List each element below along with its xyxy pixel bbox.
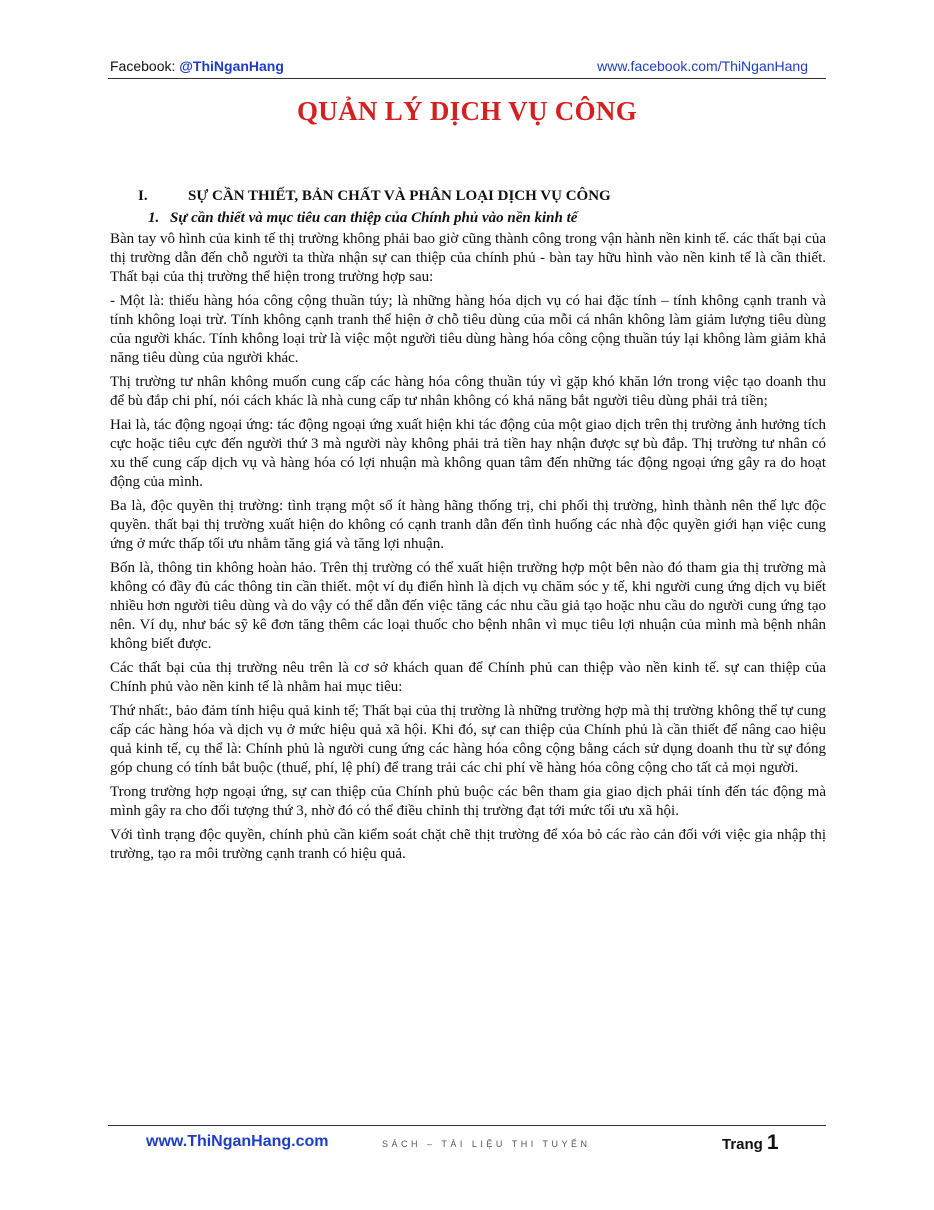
facebook-label: Facebook: — [110, 58, 176, 74]
paragraph: - Một là: thiếu hàng hóa công cộng thuần túy; là những hàng hóa dịch vụ có hai đặc tính – tính không cạnh tranh và tính không loại trừ. Tính không cạnh tranh thể hiện ở chỗ tiêu dùng của mỗi cá nhân không làm giảm lượng tiêu dùng của người khác. Tính không loại trừ là việc một người tiêu dùng hàng hóa công cộng thuần túy lại không làm giảm khả năng tiêu dùng của người khác. — [110, 293, 826, 366]
subsection-number: 1. — [148, 210, 160, 226]
paragraph: Thị trường tư nhân không muốn cung cấp các hàng hóa công thuần túy vì gặp khó khăn lớn trong việc tạo doanh thu để bù đắp chi phí, nói cách khác là nhà cung cấp tư nhân không có khả năng bắt người tiêu dùng phải trả tiền; — [110, 374, 826, 409]
facebook-handle-link[interactable]: @ThiNganHang — [179, 58, 284, 74]
document-body — [110, 186, 826, 869]
page-footer — [0, 1131, 934, 1157]
paragraph: Bàn tay vô hình của kinh tế thị trường không phải bao giờ cũng thành công trong vận hành nền kinh tế. các thất bại của thị trường dẫn đến chỗ người ta thừa nhận sự can thiệp của chính phủ - bàn tay hữu hình vào nền kinh tế là cần thiết. Thất bại của thị trường thể hiện trong trường hợp sau: — [110, 231, 826, 285]
subsection-heading — [148, 208, 826, 228]
section-heading-text: SỰ CẦN THIẾT, BẢN CHẤT VÀ PHÂN LOẠI DỊCH VỤ CÔNG — [188, 188, 611, 204]
paragraph: Các thất bại của thị trường nêu trên là cơ sở khách quan để Chính phủ can thiệp vào nền kinh tế. sự can thiệp của Chính phủ vào nền kinh tế là nhằm hai mục tiêu: — [110, 660, 826, 695]
page-number-value: 1 — [766, 1131, 779, 1154]
page-label: Trang — [722, 1136, 763, 1153]
document-title: QUẢN LÝ DỊCH VỤ CÔNG — [296, 96, 638, 126]
paragraph: Ba là, độc quyền thị trường: tình trạng một số ít hàng hãng thống trị, chi phối thị trường, hình thành nên thế lực độc quyền. thất bại thị trường xuất hiện do không có cạnh tranh dẫn đến tình huống các nhà độc quyền giới hạn việc cung ứng ở mức thấp tối ưu nhằm tăng giá và tăng lợi nhuận. — [110, 498, 826, 552]
paragraph: Thứ nhất:, bảo đảm tính hiệu quả kinh tế; Thất bại của thị trường là những trường hợp mà thị trường không thể tự cung cấp các hàng hóa và dịch vụ ở mức hiệu quả xã hội. Khi đó, sự can thiệp của Chính phủ là cần thiết để nâng cao hiệu quả kinh tế, cụ thể là: Chính phủ là người cung ứng các hàng hóa công cộng bằng cách sử dụng doanh thu từ sự đóng góp chung có tính bắt buộc (thuế, phí, lệ phí) để trang trải các chi phí về hàng hóa công cộng cho tất cả mọi người. — [110, 703, 826, 776]
paragraph: Hai là, tác động ngoại ứng: tác động ngoại ứng xuất hiện khi tác động của một giao dịch trên thị trường ảnh hưởng tích cực hoặc tiêu cực đến người thứ 3 mà người này không phải trả tiền hay nhận được sự bù đắp. Thị trường tư nhân có xu thế cung cấp dịch vụ và hàng hóa có lợi nhuận mà không quan tâm đến những tác động ngoại ứng gây ra do hoạt động của mình. — [110, 417, 826, 490]
section-number: I. — [138, 188, 148, 204]
paragraph: Bốn là, thông tin không hoàn hảo. Trên thị trường có thể xuất hiện trường hợp một bên nào đó tham gia thị trường mà không có đầy đủ các thông tin cần thiết. một ví dụ điển hình là dịch vụ chăm sóc y tế, khi người cung ứng dịch vụ biết nhiều hơn người tiêu dùng và do vậy có thể dẫn đến việc tăng các nhu cầu giả tạo hoặc nhu cầu do người cung ứng tạo nên. Ví dụ, như bác sỹ kê đơn tăng thêm các loại thuốc cho bệnh nhân vì mục tiêu lợi nhuận của mình mà bệnh nhân không biết được. — [110, 560, 826, 652]
facebook-credit — [110, 58, 284, 74]
subsection-heading-text: Sự cần thiết và mục tiêu can thiệp của Chính phủ vào nền kinh tế — [170, 210, 578, 226]
page-number — [722, 1131, 779, 1155]
footer-divider — [108, 1125, 826, 1126]
paragraph: Trong trường hợp ngoại ứng, sự can thiệp của Chính phủ buộc các bên tham gia giao dịch phải tính đến tác động mà mình gây ra cho đối tượng thứ 3, nhờ đó có thể điều chỉnh thị trường đạt tới mức tối ưu xã hội. — [110, 784, 826, 819]
footer-site-link[interactable]: www.ThiNganHang.com — [146, 1133, 329, 1150]
footer-tagline: SÁCH – TÀI LIỆU THI TUYỂN — [382, 1139, 591, 1149]
paragraph: Với tình trạng độc quyền, chính phủ cần kiểm soát chặt chẽ thịt trường để xóa bỏ các rào cản đối với việc gia nhập thị trường, tạo ra môi trường cạnh tranh có hiệu quả. — [110, 827, 826, 862]
section-heading — [110, 186, 826, 206]
page-header — [108, 56, 826, 79]
facebook-url-link[interactable]: www.facebook.com/ThiNganHang — [597, 58, 808, 74]
